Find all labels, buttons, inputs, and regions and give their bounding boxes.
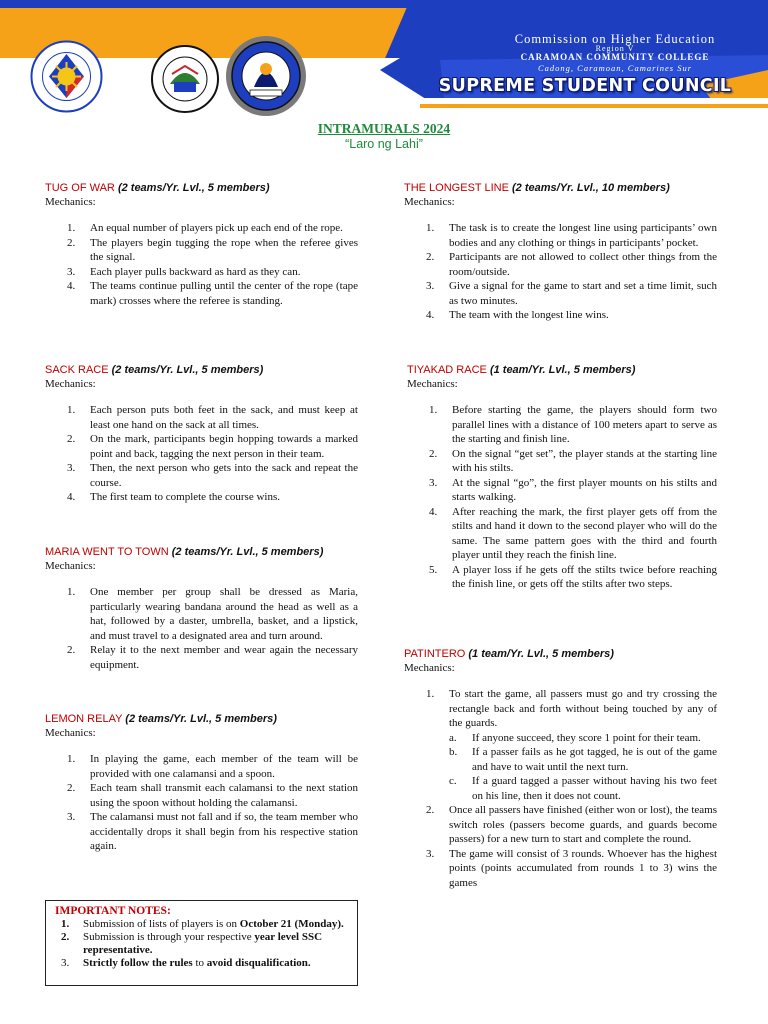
game-name: LEMON RELAY	[45, 713, 123, 725]
game-lemon-relay	[45, 712, 358, 854]
game-tiyakad-race	[407, 363, 717, 592]
header-college: CARAMOAN COMMUNITY COLLEGE	[520, 52, 710, 62]
list-item: 4. The teams continue pulling until the center of the rope (tape mark) crosses where the referee is standing.	[67, 280, 358, 307]
game-name: PATINTERO	[404, 648, 466, 660]
game-longest-line	[404, 181, 717, 323]
game-detail: (2 teams/Yr. Lvl., 5 members)	[125, 713, 277, 725]
game-heading	[404, 647, 717, 661]
game-detail: (2 teams/Yr. Lvl., 5 members)	[117, 182, 270, 194]
list-item: 4. The team with the longest line wins.	[426, 309, 609, 321]
list-item: 1. To start the game, all passers must go and try crossing the rectangle back and forth without being touched by any of the guards. a. If anyone succeed, they score 1 point for their team. b. If a passer fails as he got tagged, he is out of the game and have to wait until the next turn. c. If a guard tagged a passer without having his two feet on his line, then it does not count.	[426, 688, 717, 802]
header-address: Cadong, Caramoan, Camarines Sur	[537, 63, 693, 73]
page-title: INTRAMURALS 2024	[317, 121, 451, 136]
note-item: 3. Strictly follow the rules to avoid disqualification.	[61, 957, 311, 969]
list-item: 2. Each team shall transmit each calamansi to the next station using the spoon without holding the calamansi.	[67, 782, 358, 809]
game-detail: (1 team/Yr. Lvl., 5 members)	[489, 364, 636, 376]
game-detail: (2 teams/Yr. Lvl., 10 members)	[512, 182, 670, 194]
mechanics-list	[45, 403, 358, 505]
sub-list-item: c. If a guard tagged a passer without having his two feet on his line, then it does not count.	[449, 775, 717, 802]
mechanics-label: Mechanics:	[45, 727, 96, 739]
header-region: Region V	[595, 44, 635, 53]
list-item: 4. After reaching the mark, the first player gets off from the stilts and hand it down to the second player who will do the same. The same pattern goes with the third and fourth player until they reach the finish line.	[429, 505, 717, 561]
mechanics-label: Mechanics:	[404, 662, 455, 674]
ssc-seal-logo	[225, 35, 307, 117]
mechanics-label: Mechanics:	[45, 378, 96, 390]
game-heading	[45, 181, 358, 195]
list-item: 2. On the signal “get set”, the player stands at the starting line with his stilts.	[429, 447, 717, 474]
mechanics-label: Mechanics:	[404, 196, 455, 208]
game-sack-race	[45, 363, 358, 505]
list-item: 3. Give a signal for the game to start and set a time limit, such as two minutes.	[426, 280, 717, 307]
mechanics-label: Mechanics:	[45, 196, 96, 208]
list-item: 2. Once all passers have finished (either won or lost), the teams switch roles (passers become guards, and guards become passers) for a new turn to start and complete the round.	[426, 804, 717, 845]
sub-list-item: b. If a passer fails as he got tagged, he is out of the game and have to wait until the next turn.	[449, 746, 717, 773]
list-item: 3. At the signal “go”, the first player mounts on his stilts and starts walking.	[429, 476, 717, 503]
list-item: 2. On the mark, participants begin hopping towards a marked point and back, tagging the next person in their team.	[67, 433, 358, 460]
page-subtitle: “Laro ng Lahi”	[345, 137, 423, 151]
list-item: 3. The calamansi must not fall and if so, the team member who accidentally drops it shall begin from his respective station again.	[67, 811, 358, 852]
game-detail: (2 teams/Yr. Lvl., 5 members)	[171, 546, 324, 558]
game-name: TIYAKAD RACE	[407, 364, 487, 376]
list-item: 1. An equal number of players pick up each end of the rope.	[67, 222, 343, 234]
list-item: 2. The players begin tugging the rope when the referee gives the signal.	[67, 236, 358, 263]
list-item: 3. The game will consist of 3 rounds. Whoever has the highest points (points accumulated from rounds 1 to 3) wins the games	[426, 847, 717, 889]
game-heading	[45, 545, 358, 559]
game-heading	[45, 363, 358, 377]
list-item: 5. A player loss if he gets off the stilts twice before reaching the finish line, or gets off the stilts after two steps.	[429, 563, 717, 590]
mechanics-list	[45, 221, 358, 308]
game-tug-of-war	[45, 181, 358, 308]
mechanics-list	[404, 687, 717, 890]
header-council: SUPREME STUDENT COUNCIL	[438, 76, 732, 96]
list-item: 1. One member per group shall be dressed as Maria, particularly wearing bandana around the head as well as a hat, followed by a daster, umbrella, basket, and a lipstick, and must travel to a designated area and turn around.	[67, 586, 358, 642]
game-name: TUG OF WAR	[45, 182, 115, 194]
list-item: 4. The first team to complete the course wins.	[67, 491, 280, 503]
game-name: SACK RACE	[45, 364, 109, 376]
header-commission: Commission on Higher Education	[514, 32, 716, 46]
list-item: 3. Each player pulls backward as hard as they can.	[67, 265, 301, 278]
college-seal-logo	[150, 44, 220, 114]
note-item: 1. Submission of lists of players is on October 21 (Monday).	[61, 918, 344, 930]
list-item: 2. Relay it to the next member and wear again the necessary equipment.	[67, 644, 358, 671]
notes-list	[55, 918, 351, 970]
mechanics-list	[404, 221, 717, 323]
sub-list	[449, 731, 717, 804]
game-maria-went-to-town	[45, 545, 358, 672]
game-detail: (1 team/Yr. Lvl., 5 members)	[468, 648, 614, 660]
game-detail: (2 teams/Yr. Lvl., 5 members)	[111, 364, 264, 376]
mechanics-list	[45, 585, 358, 672]
ched-seal-logo	[30, 40, 103, 113]
list-item: 2. Participants are not allowed to collect other things from the room/outside.	[426, 251, 717, 278]
game-heading	[407, 363, 717, 377]
list-item: 3. Then, the next person who gets into the sack and repeat the course.	[67, 462, 358, 489]
note-item: 2. Submission is through your respective year level SSC representative.	[61, 931, 323, 956]
game-heading	[404, 181, 717, 195]
game-name: THE LONGEST LINE	[404, 182, 509, 194]
mechanics-list	[45, 752, 358, 854]
important-notes-box	[45, 900, 358, 986]
mechanics-label: Mechanics:	[45, 560, 96, 572]
mechanics-list	[407, 403, 717, 592]
game-name: MARIA WENT TO TOWN	[45, 546, 169, 558]
list-item: 1. In playing the game, each member of the team will be provided with one calamansi and a spoon.	[67, 753, 358, 780]
list-item: 1. Before starting the game, the players should form two parallel lines with a distance of 100 meters apart to serve as the starting and finish line.	[429, 404, 717, 445]
game-heading	[45, 712, 358, 726]
game-patintero	[404, 647, 717, 890]
list-item: 1. Each person puts both feet in the sack, and must keep at least one hand on the sack at all times.	[67, 404, 358, 431]
sub-list-item: a. If anyone succeed, they score 1 point for their team.	[449, 731, 701, 744]
notes-title: IMPORTANT NOTES:	[55, 905, 171, 917]
mechanics-label: Mechanics:	[407, 378, 458, 390]
letterhead	[0, 0, 768, 118]
list-item: 1. The task is to create the longest line using participants’ own bodies and any clothing or things in participants’ pocket.	[426, 222, 717, 249]
